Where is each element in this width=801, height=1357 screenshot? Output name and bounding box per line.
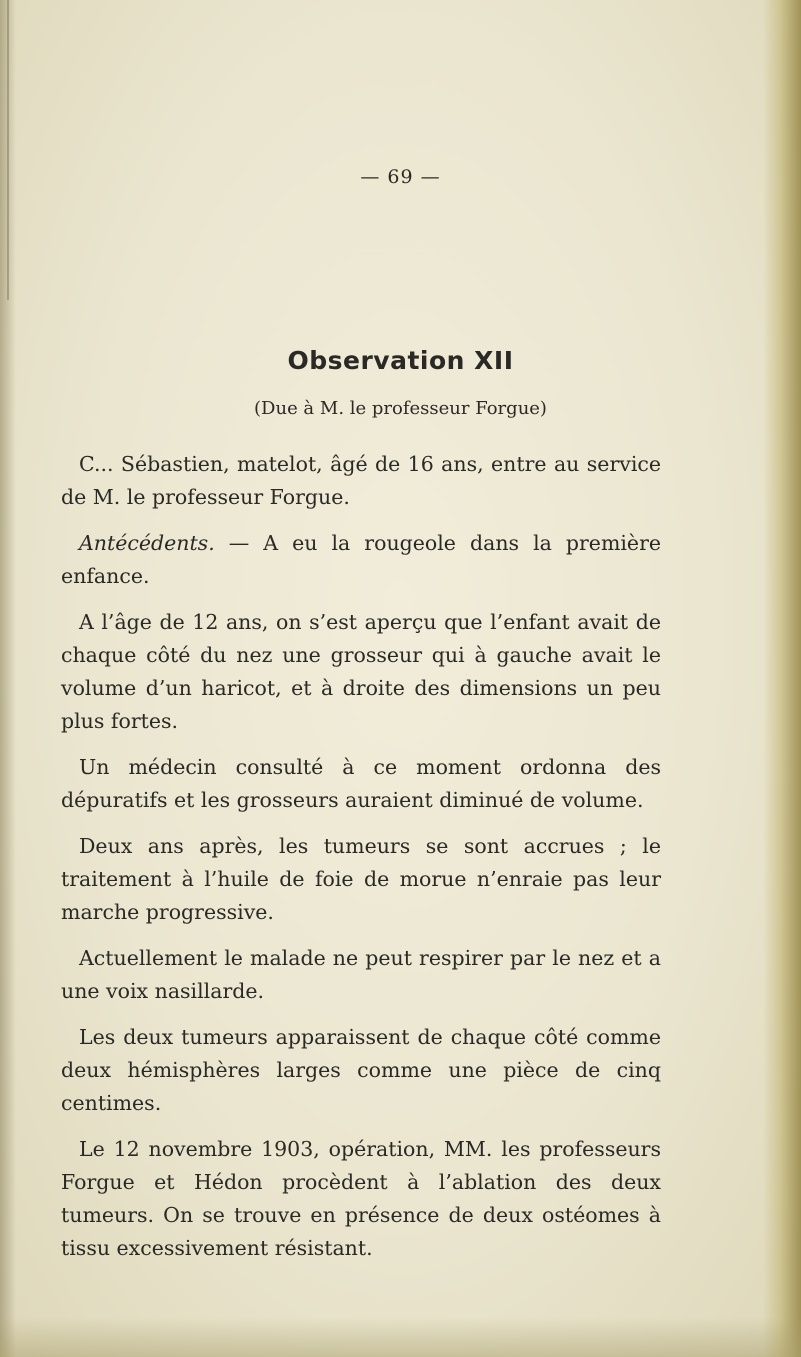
paragraph-text: Actuellement le malade ne peut respirer par le nez et a une voix nasillarde. <box>61 946 661 1003</box>
paragraph-text: Le 12 novembre 1903, opération, MM. les professeurs Forgue et Hédon procèdent à l’ablation des deux tumeurs. On se trouve en présence de deux ostéomes à tissu excessivement résistant. <box>61 1137 661 1260</box>
paragraph-tumours-grew <box>61 830 661 929</box>
page-right-edge-stain <box>763 0 801 1357</box>
paragraph-history-age-12 <box>61 606 661 738</box>
page-bottom-shading <box>0 1317 801 1357</box>
paragraph-operation <box>61 1133 661 1265</box>
paragraph-patient-intro <box>61 448 661 514</box>
paragraph-current-state <box>61 942 661 1008</box>
paragraph-text: — A eu la rougeole dans la première enfance. <box>61 531 661 588</box>
paragraph-text: Un médecin consulté à ce moment ordonna des dépuratifs et les grosseurs auraient diminué de volume. <box>61 755 661 812</box>
paragraph-text: Deux ans après, les tumeurs se sont accrues ; le traitement à l’huile de foie de morue n’enraie pas leur marche progressive. <box>61 834 661 924</box>
page-number: — 69 — <box>360 166 441 188</box>
observation-attribution: (Due à M. le professeur Forgue) <box>254 398 547 419</box>
section-lead-antecedents: Antécédents. <box>79 531 215 555</box>
body-text <box>61 448 661 1278</box>
paragraph-doctor-consulted <box>61 751 661 817</box>
paragraph-text: Les deux tumeurs apparaissent de chaque côté comme deux hémisphères larges comme une pièce de cinq centimes. <box>61 1025 661 1115</box>
paragraph-text: C... Sébastien, matelot, âgé de 16 ans, entre au service de M. le professeur Forgue. <box>61 452 661 509</box>
observation-title: Observation XII <box>287 346 514 375</box>
paragraph-tumour-appearance <box>61 1021 661 1120</box>
paragraph-text: A l’âge de 12 ans, on s’est aperçu que l’enfant avait de chaque côté du nez une grosseur qui à gauche avait le volume d’un haricot, et à droite des dimensions un peu plus fortes. <box>61 610 661 733</box>
paragraph-antecedents <box>61 527 661 593</box>
page-fold-line <box>7 0 9 300</box>
